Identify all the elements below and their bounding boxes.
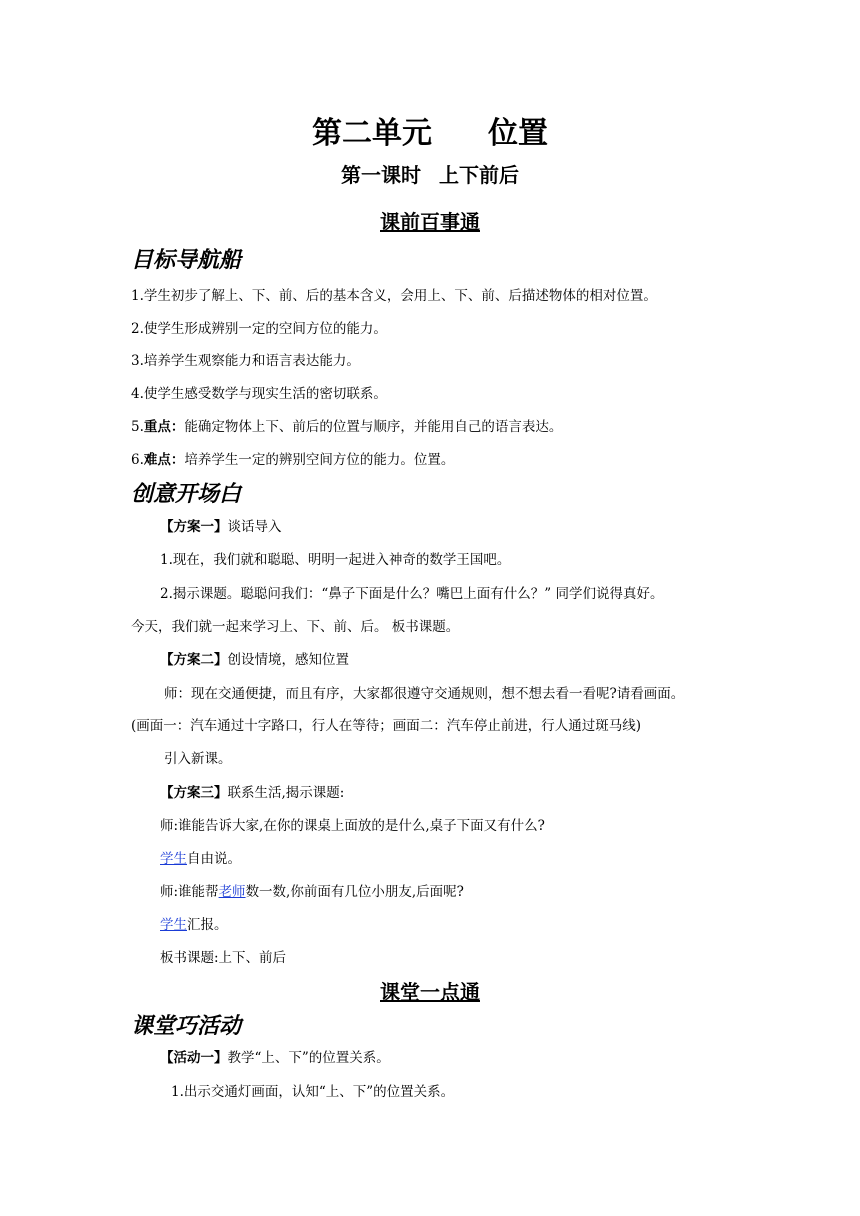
section-title-pre-class: 课前百事通 bbox=[380, 210, 480, 234]
plan3-tag: 【方案三】 bbox=[160, 785, 228, 801]
unit-title bbox=[0, 108, 860, 152]
lesson-name: 上下前后 bbox=[439, 163, 519, 187]
plan2-line2: (画面一：汽车通过十字路口，行人在等待；画面二：汽车停止前进，行人通过斑马线) bbox=[131, 718, 642, 734]
plan3-question2-post: 数一数,你前面有几位小朋友,后面呢? bbox=[245, 884, 464, 900]
plan1-step1: 1.现在，我们就和聪聪、明明一起进入神奇的数学王国吧。 bbox=[160, 552, 511, 568]
plan3-answer1 bbox=[160, 850, 241, 868]
activity1-header bbox=[160, 1049, 390, 1067]
goal-item: 1.学生初步了解上、下、前、后的基本含义，会用上、下、前、后描述物体的相对位置。 bbox=[131, 288, 657, 304]
plan2-title: 创设情境，感知位置 bbox=[227, 652, 349, 668]
plan2-tag: 【方案二】 bbox=[160, 652, 228, 668]
difficult-point-label: 难点： bbox=[143, 452, 185, 468]
heading-goals: 目标导航船 bbox=[131, 248, 242, 273]
plan3-question1: 师:谁能告诉大家,在你的课桌上面放的是什么,桌子下面又有什么? bbox=[160, 818, 545, 834]
difficult-point bbox=[131, 451, 454, 469]
difficult-point-number: 6. bbox=[131, 452, 144, 468]
key-point-number: 5. bbox=[131, 419, 144, 435]
activity1-title: 教学“上、下”的位置关系。 bbox=[227, 1050, 390, 1066]
plan1-header bbox=[160, 518, 282, 536]
goal-item: 2.使学生形成辨别一定的空间方位的能力。 bbox=[131, 321, 387, 337]
unit-number: 第二单元 bbox=[312, 116, 432, 151]
plan3-question2 bbox=[160, 883, 464, 901]
activity1-step1: 1.出示交通灯画面，认知“上、下”的位置关系。 bbox=[171, 1084, 455, 1100]
plan1-step2-line2: 今天，我们就一起来学习上、下、前、后。 板书课题。 bbox=[131, 619, 460, 635]
lesson-number: 第一课时 bbox=[341, 163, 421, 187]
plan1-step2-line1: 2.揭示课题。聪聪问我们：“鼻子下面是什么？嘴巴上面有什么？” 同学们说得真好。 bbox=[160, 586, 664, 602]
plan2-line1: 师：现在交通便捷，而且有序，大家都很遵守交通规则，想不想去看一看呢?请看画面。 bbox=[164, 686, 685, 702]
goal-item: 4.使学生感受数学与现实生活的密切联系。 bbox=[131, 386, 387, 402]
heading-activities: 课堂巧活动 bbox=[131, 1014, 242, 1039]
unit-name: 位置 bbox=[488, 116, 548, 151]
key-point-label: 重点： bbox=[143, 419, 185, 435]
key-point-text: 能确定物体上下、前后的位置与顺序，并能用自己的语言表达。 bbox=[184, 419, 563, 435]
plan1-title: 谈话导入 bbox=[227, 519, 282, 535]
goal-item: 3.培养学生观察能力和语言表达能力。 bbox=[131, 353, 360, 369]
section-title-in-class: 课堂一点通 bbox=[380, 980, 480, 1004]
heading-opening: 创意开场白 bbox=[131, 482, 242, 507]
plan2-header bbox=[160, 651, 349, 669]
plan3-board: 板书课题:上下、前后 bbox=[160, 950, 287, 966]
lesson-title bbox=[0, 159, 860, 188]
teacher-link[interactable]: 老师 bbox=[218, 884, 246, 900]
plan3-question2-pre: 师:谁能帮 bbox=[160, 884, 219, 900]
student-link[interactable]: 学生 bbox=[160, 917, 187, 933]
plan3-title: 联系生活,揭示课题: bbox=[227, 785, 345, 801]
plan3-header bbox=[160, 784, 344, 802]
activity1-tag: 【活动一】 bbox=[160, 1050, 228, 1066]
plan1-tag: 【方案一】 bbox=[160, 519, 228, 535]
plan3-answer2 bbox=[160, 916, 228, 934]
plan3-answer1-text: 自由说。 bbox=[187, 851, 241, 867]
student-link[interactable]: 学生 bbox=[160, 851, 187, 867]
plan3-answer2-text: 汇报。 bbox=[187, 917, 228, 933]
key-point bbox=[131, 418, 562, 436]
difficult-point-text: 培养学生一定的辨别空间方位的能力。位置。 bbox=[184, 452, 455, 468]
plan2-line3: 引入新课。 bbox=[164, 751, 232, 767]
